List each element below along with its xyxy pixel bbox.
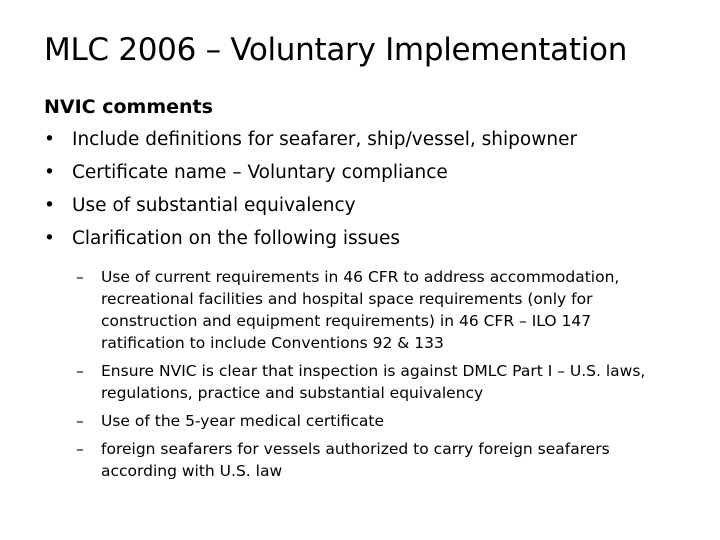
sub-bullet-item [44,410,661,432]
bullet-item [44,193,694,219]
bullet-list [44,127,694,252]
sub-bullet-item [44,438,661,482]
sub-bullet-item [44,360,661,404]
sub-bullet-text: Ensure NVIC is clear that inspection is against DMLC Part I – U.S. laws, regulations, practice and substantial equivalency [101,362,646,402]
bullet-text: Use of substantial equivalency [72,195,356,216]
sub-bullet-text: Use of the 5-year medical certificate [101,412,385,430]
bullet-item [44,160,694,186]
section-heading: NVIC comments [44,96,213,118]
sub-bullet-item [44,266,661,354]
bullet-text: Clarification on the following issues [72,228,400,249]
sub-bullet-text: Use of current requirements in 46 CFR to address accommodation, recreational facilities and hospital space requirements (only for construction and equipment requirements) in 46 CFR – ILO 147 ratification to include Conventions 92 & 133 [101,268,620,352]
dash-icon: – [76,268,84,286]
dash-icon: – [76,362,84,380]
slide-title: MLC 2006 – Voluntary Implementation [44,32,628,68]
dash-icon: – [76,412,84,430]
bullet-icon: • [44,162,55,183]
sub-bullet-text: foreign seafarers for vessels authorized to carry foreign seafarers according with U.S. law [101,440,610,480]
bullet-text: Certificate name – Voluntary compliance [72,162,448,183]
bullet-icon: • [44,129,55,150]
sub-bullet-list [44,266,694,482]
bullet-text: Include definitions for seafarer, ship/vessel, shipowner [72,129,578,150]
bullet-icon: • [44,195,55,216]
dash-icon: – [76,440,84,458]
bullet-icon: • [44,228,55,249]
slide-content [44,94,694,488]
bullet-item [44,127,694,153]
bullet-item [44,226,694,252]
